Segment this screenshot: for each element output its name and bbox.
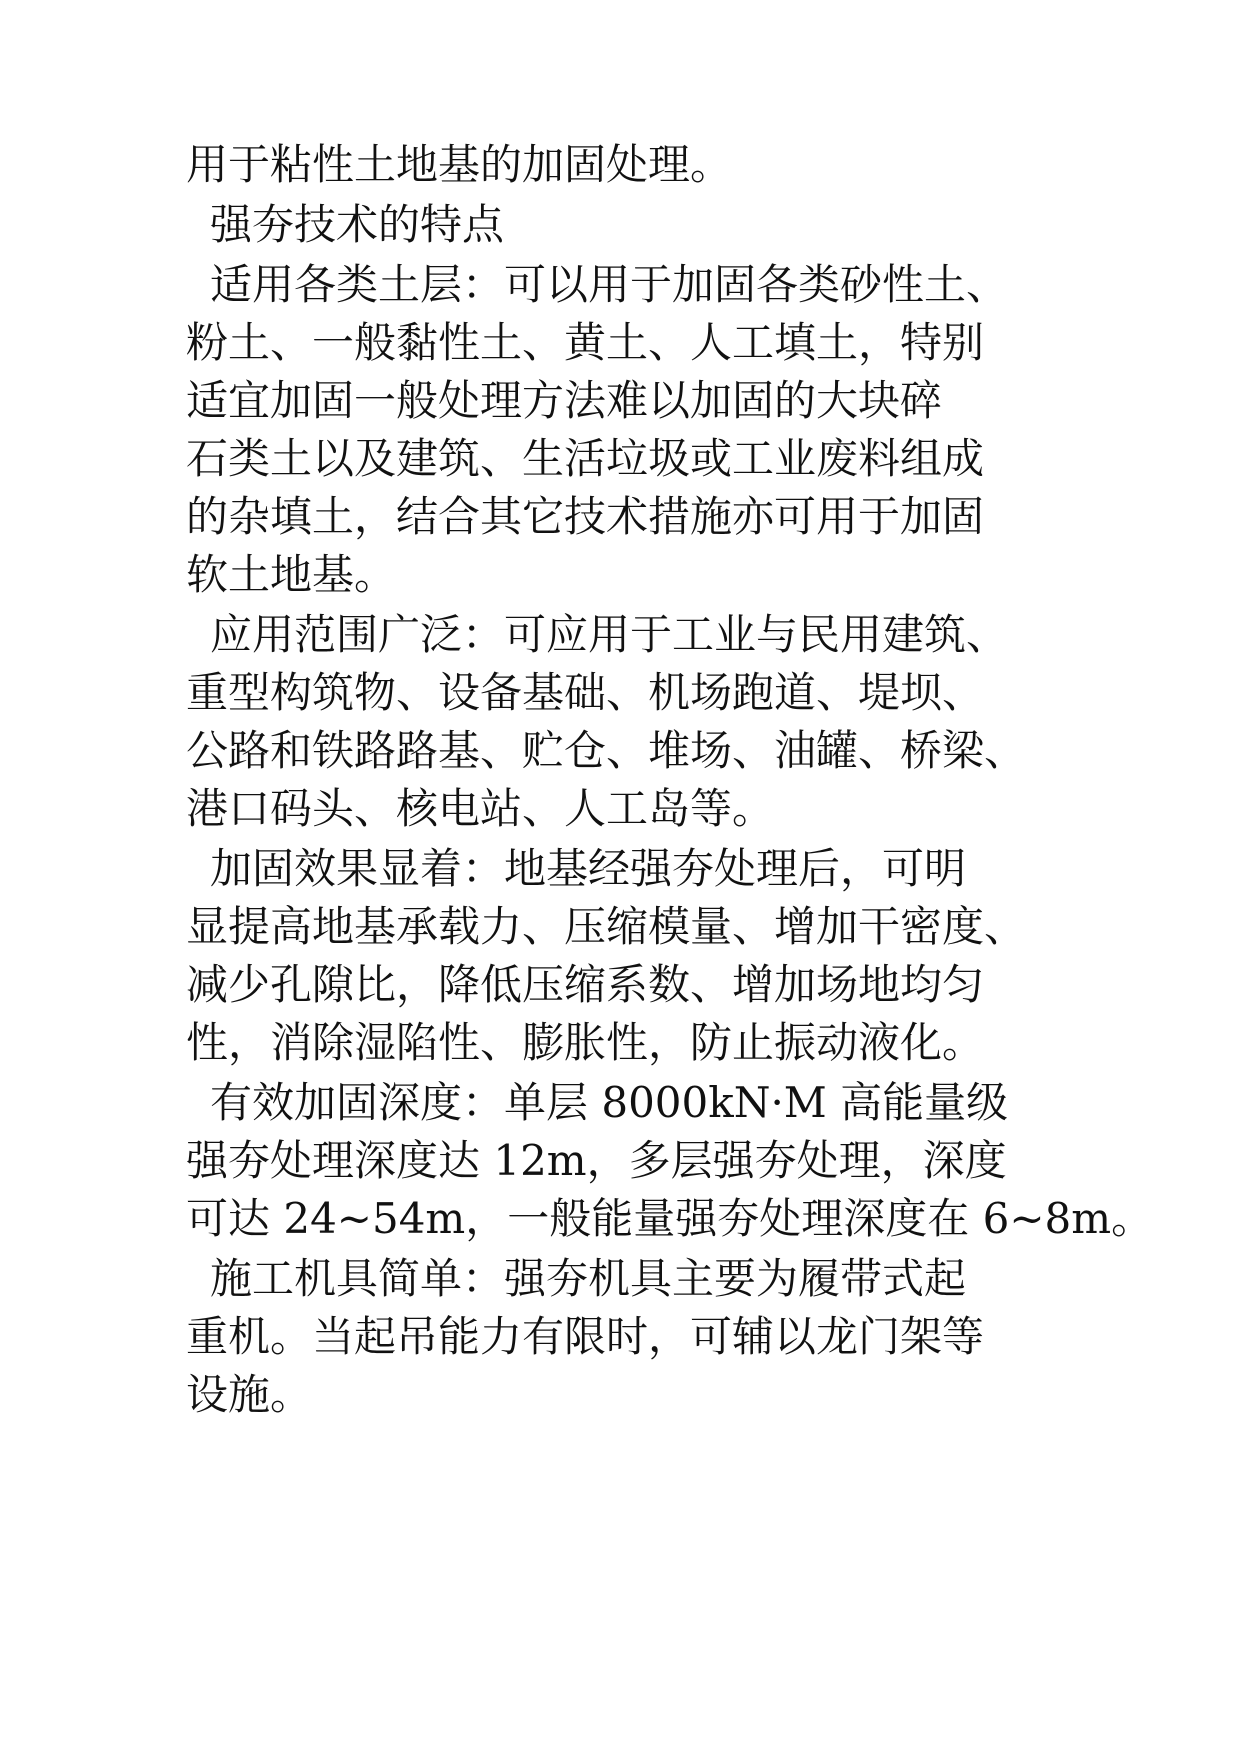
text-line: 设施。	[186, 1370, 313, 1419]
text-line: 的杂填土，结合其它技术措施亦可用于加固	[186, 492, 985, 541]
text-line: 重型构筑物、设备基础、机场跑道、堤坝、	[186, 668, 985, 717]
text-line: 施工机具简单：强夯机具主要为履带式起	[210, 1254, 967, 1303]
text-line: 粉土、一般黏性土、黄土、人工填土，特别	[186, 318, 985, 367]
text-line: 用于粘性土地基的加固处理。	[186, 140, 733, 189]
text-line: 强夯处理深度达 12m，多层强夯处理，深度	[186, 1136, 1007, 1185]
text-line: 显提高地基承载力、压缩模量、增加干密度、	[186, 902, 1027, 951]
text-line: 软土地基。	[186, 550, 397, 599]
text-line: 适用各类土层：可以用于加固各类砂性土、	[210, 260, 1009, 309]
text-line: 石类土以及建筑、生活垃圾或工业废料组成	[186, 434, 985, 483]
text-line: 公路和铁路路基、贮仓、堆场、油罐、桥梁、	[186, 726, 1027, 775]
text-line: 加固效果显着：地基经强夯处理后，可明	[210, 844, 967, 893]
text-line: 港口码头、核电站、人工岛等。	[186, 784, 775, 833]
text-line: 可达 24~54m，一般能量强夯处理深度在 6~8m。	[186, 1194, 1154, 1243]
text-line: 有效加固深度：单层 8000kN·M 高能量级	[210, 1078, 1009, 1127]
text-line: 适宜加固一般处理方法难以加固的大块碎	[186, 376, 943, 425]
text-line: 减少孔隙比，降低压缩系数、增加场地均匀	[186, 960, 985, 1009]
text-line: 性，消除湿陷性、膨胀性，防止振动液化。	[186, 1018, 985, 1067]
section-heading: 强夯技术的特点	[210, 200, 505, 249]
text-line: 重机。当起吊能力有限时，可辅以龙门架等	[186, 1312, 985, 1361]
text-line: 应用范围广泛：可应用于工业与民用建筑、	[210, 610, 1009, 659]
